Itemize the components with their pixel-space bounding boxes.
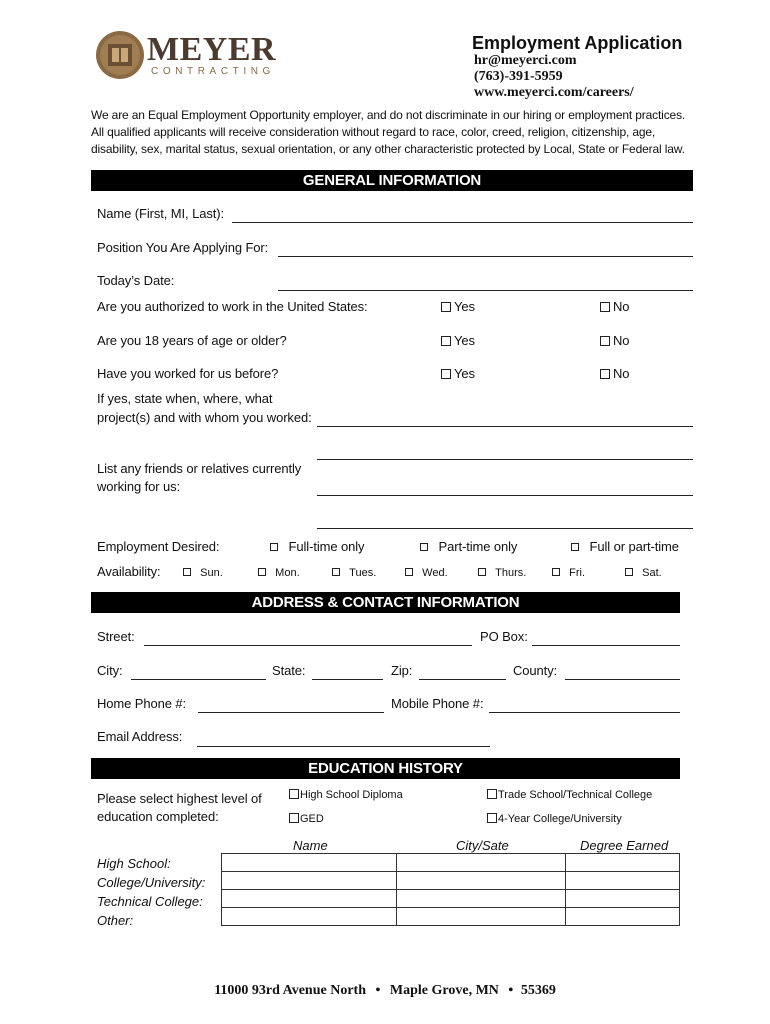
no-label: No [613,333,630,348]
availability-wed-checkbox[interactable] [405,567,448,579]
day-label: Fri. [569,567,586,579]
option-label: Full-time only [288,539,365,554]
friends-label-line2: working for us: [97,479,181,494]
county-label: County: [513,663,558,678]
email-label: Email Address: [97,729,183,744]
worked-no-checkbox[interactable] [600,366,629,381]
employment-either-checkbox[interactable] [571,539,679,554]
age-label: Are you 18 years of age or older? [97,333,287,348]
pobox-label: PO Box: [480,629,528,644]
checkbox-icon [405,568,413,576]
name-field[interactable] [232,222,693,223]
day-label: Wed. [422,567,448,579]
education-prompt-line1: Please select highest level of [97,791,262,806]
option-label: Full or part-time [589,539,679,554]
yes-label: Yes [454,299,475,314]
availability-tue-checkbox[interactable] [332,567,376,579]
day-label: Mon. [275,567,300,579]
street-label: Street: [97,629,135,644]
date-field[interactable] [278,290,693,291]
footer-separator: • [508,983,514,998]
ifyes-label-line2: project(s) and with whom you worked: [97,410,312,425]
home-phone-field[interactable] [198,712,384,713]
friends-field[interactable] [317,495,693,496]
footer-street: 11000 93rd Avenue North [214,983,366,998]
row-label-other: Other: [97,913,134,928]
contact-website: www.meyerci.com/careers/ [474,85,634,100]
checkbox-icon [289,789,299,799]
eeo-line: We are an Equal Employment Opportunity employer, and do not discriminate in our hiring or employment practices. [91,108,686,122]
checkbox-icon [258,568,266,576]
checkbox-icon [289,813,299,823]
mobile-phone-field[interactable] [489,712,680,713]
eeo-line: disability, sex, marital status, sexual orientation, or any other characteristic protected by Local, State or Federal law. [91,142,685,156]
contact-email: hr@meyerci.com [474,53,577,68]
education-college-checkbox[interactable] [487,813,622,825]
city-label: City: [97,663,123,678]
city-field[interactable] [131,679,266,680]
ifyes-label-line1: If yes, state when, where, what [97,391,273,406]
eeo-line: All qualified applicants will receive consideration without regard to race, color, creed, religion, citizenship, age, [91,125,656,139]
checkbox-icon [478,568,486,576]
footer-separator: • [375,983,381,998]
day-label: Tues. [349,567,377,579]
yes-label: Yes [454,366,475,381]
option-label: High School Diploma [300,789,403,801]
footer-city: Maple Grove, MN [389,983,499,998]
table-cell-degree[interactable] [566,854,680,872]
position-label: Position You Are Applying For: [97,240,269,255]
checkbox-icon [270,543,278,551]
checkbox-icon [487,789,497,799]
checkbox-icon [441,302,451,312]
row-label-technical: Technical College: [97,894,203,909]
option-label: GED [300,813,324,825]
name-label: Name (First, MI, Last): [97,206,224,221]
employment-desired-label: Employment Desired: [97,539,220,554]
footer-zip: 55369 [520,983,556,998]
checkbox-icon [420,543,428,551]
authorized-no-checkbox[interactable] [600,299,629,314]
age-no-checkbox[interactable] [600,333,629,348]
county-field[interactable] [565,679,680,680]
table-cell-city[interactable] [397,890,566,908]
availability-sun-checkbox[interactable] [183,567,223,579]
availability-label: Availability: [97,564,161,579]
education-ged-checkbox[interactable] [289,813,324,825]
availability-fri-checkbox[interactable] [552,567,585,579]
street-field[interactable] [144,645,472,646]
position-field[interactable] [278,256,693,257]
date-label: Today’s Date: [97,273,175,288]
table-cell-city[interactable] [397,872,566,890]
option-label: 4-Year College/University [498,813,622,825]
yes-label: Yes [454,333,475,348]
section-heading-address: ADDRESS & CONTACT INFORMATION [91,592,680,613]
table-cell-name[interactable] [222,872,397,890]
education-trade-checkbox[interactable] [487,789,652,801]
zip-label: Zip: [391,663,413,678]
table-row [222,890,680,908]
column-header-name: Name [293,838,328,853]
checkbox-icon [600,302,610,312]
form-title: Employment Application [472,33,683,53]
company-subtitle: CONTRACTING [151,66,275,77]
logo-emblem-icon [95,30,145,80]
company-name: MEYER [147,31,277,68]
option-label: Part-time only [438,539,518,554]
availability-mon-checkbox[interactable] [258,567,300,579]
ifyes-field-continued[interactable] [317,459,693,460]
checkbox-icon [441,336,451,346]
row-label-college: College/University: [97,875,206,890]
worked-label: Have you worked for us before? [97,366,279,381]
contact-phone: (763)-391-5959 [474,69,563,84]
zip-field[interactable] [419,679,506,680]
table-cell-degree[interactable] [566,872,680,890]
table-cell-name[interactable] [222,908,397,926]
checkbox-icon [487,813,497,823]
option-label: Trade School/Technical College [498,789,653,801]
table-cell-degree[interactable] [566,908,680,926]
education-prompt-line2: education completed: [97,809,219,824]
day-label: Sun. [200,567,223,579]
table-cell-name[interactable] [222,890,397,908]
state-field[interactable] [312,679,383,680]
table-cell-city[interactable] [397,908,566,926]
employment-fulltime-checkbox[interactable] [270,539,364,554]
section-heading-general: GENERAL INFORMATION [91,170,693,191]
age-yes-checkbox[interactable] [441,333,475,348]
checkbox-icon [441,369,451,379]
checkbox-icon [183,568,191,576]
checkbox-icon [332,568,340,576]
ifyes-field[interactable] [317,426,693,427]
state-label: State: [272,663,306,678]
row-label-highschool: High School: [97,856,171,871]
employment-parttime-checkbox[interactable] [420,539,517,554]
checkbox-icon [552,568,560,576]
mobile-phone-label: Mobile Phone #: [391,696,484,711]
friends-field-continued[interactable] [317,528,693,529]
friends-label-line1: List any friends or relatives currently [97,461,302,476]
eeo-statement [91,107,701,158]
checkbox-icon [600,369,610,379]
availability-sat-checkbox[interactable] [625,567,662,579]
section-heading-education: EDUCATION HISTORY [91,758,680,779]
checkbox-icon [625,568,633,576]
authorized-yes-checkbox[interactable] [441,299,475,314]
table-row [222,872,680,890]
no-label: No [613,299,630,314]
table-cell-name[interactable] [222,854,397,872]
table-row [222,908,680,926]
worked-yes-checkbox[interactable] [441,366,475,381]
day-label: Thurs. [495,567,527,579]
column-header-city: City/Sate [456,838,509,853]
checkbox-icon [600,336,610,346]
table-cell-city[interactable] [397,854,566,872]
home-phone-label: Home Phone #: [97,696,187,711]
education-table [221,853,680,926]
email-field[interactable] [197,746,490,747]
authorized-label: Are you authorized to work in the United States: [97,299,368,314]
education-highschool-checkbox[interactable] [289,789,403,801]
no-label: No [613,366,630,381]
column-header-degree: Degree Earned [580,838,669,853]
company-logo [95,30,295,82]
day-label: Sat. [642,567,662,579]
checkbox-icon [571,543,579,551]
footer-address [0,983,770,999]
table-cell-degree[interactable] [566,890,680,908]
availability-thu-checkbox[interactable] [478,567,526,579]
pobox-field[interactable] [532,645,680,646]
table-row [222,854,680,872]
